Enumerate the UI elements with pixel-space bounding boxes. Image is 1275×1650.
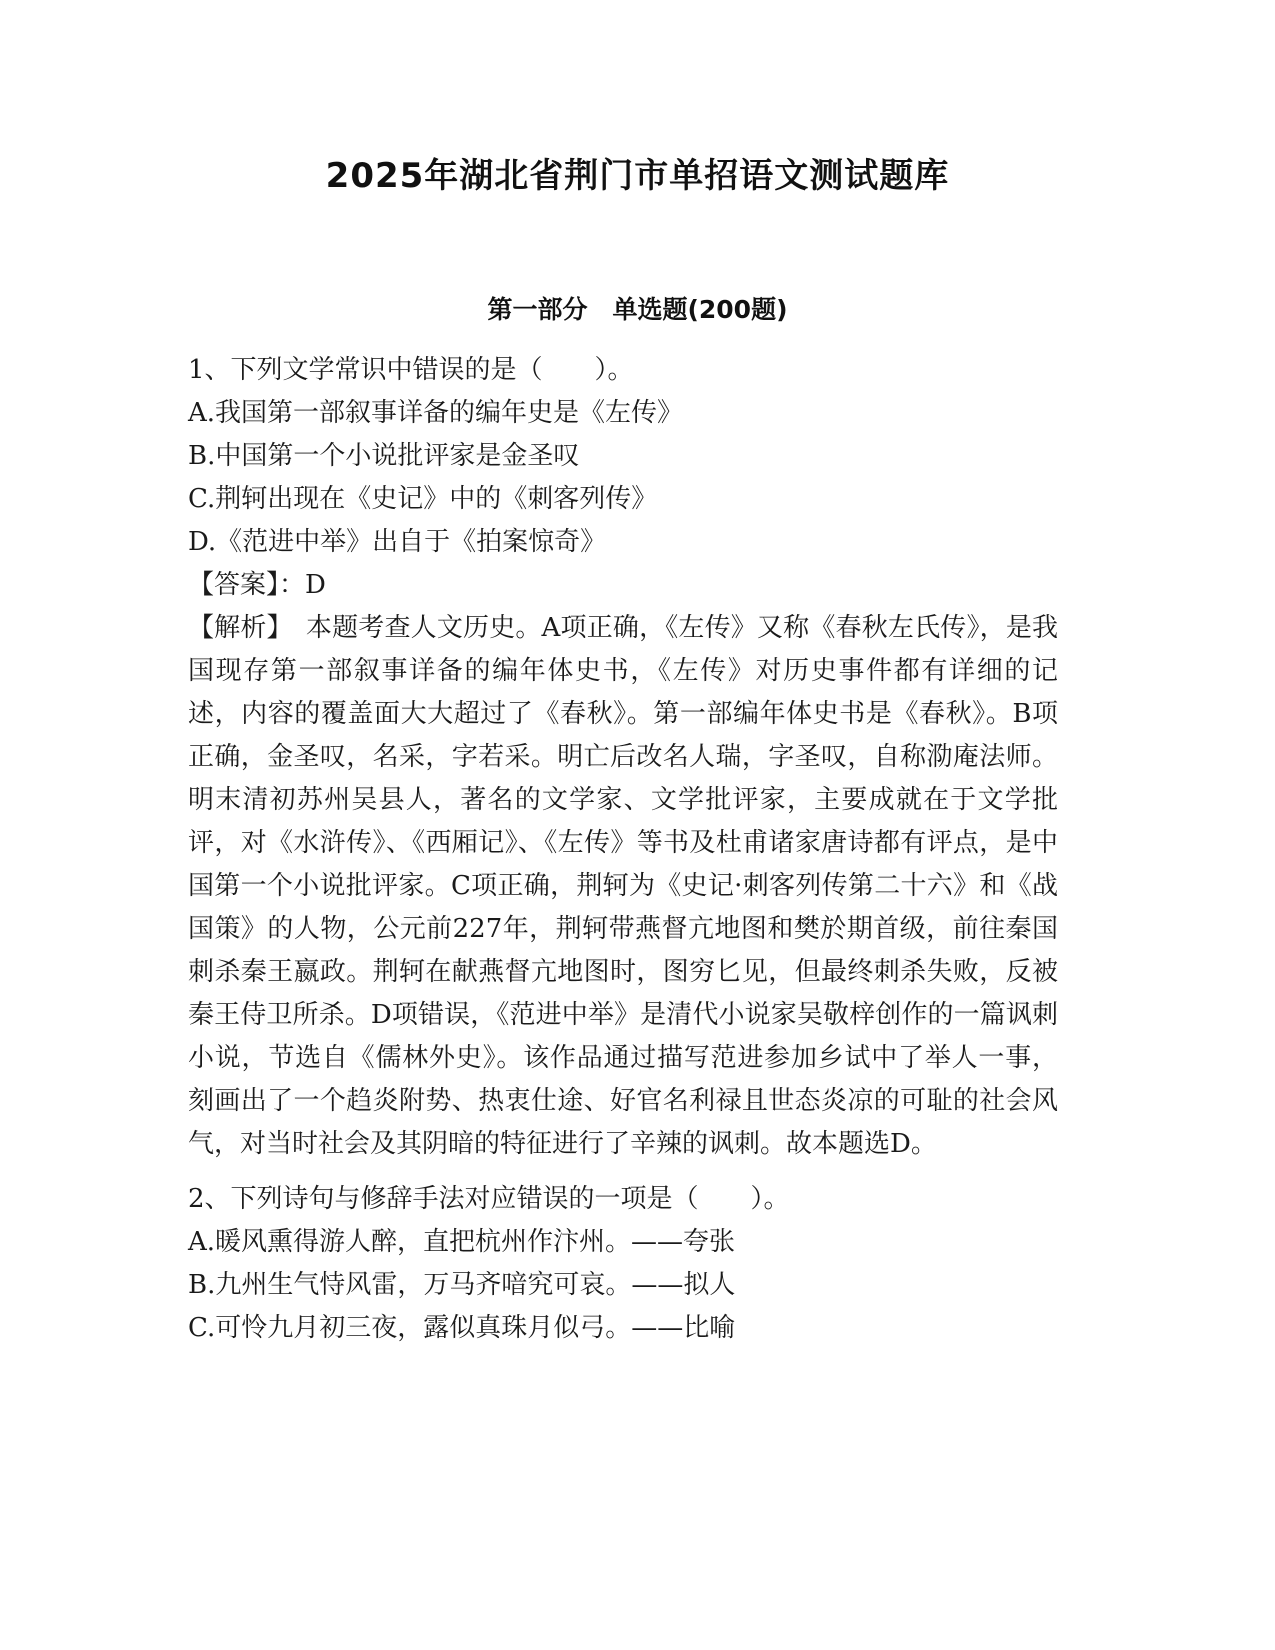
- question-stem: 1、下列文学常识中错误的是（ ）。: [188, 355, 634, 385]
- analysis: 【解析】 本题考查人文历史。A项正确，《左传》又称《春秋左氏传》，是我国现存第一部叙事详备的编年体史书，《左传》对历史事件都有详细的记述，内容的覆盖面大大超过了《春秋》。第一部编年体史书是《春秋》。B项正确，金圣叹，名采，字若采。明亡后改名人瑞，字圣叹，自称泐庵法师。明末清初苏州吴县人，著名的文学家、文学批评家，主要成就在于文学批评，对《水浒传》、《西厢记》、《左传》等书及杜甫诸家唐诗都有评点，是中国第一个小说批评家。C项正确，荆轲为《史记·刺客列传第二十六》和《战国策》的人物，公元前227年，荆轲带燕督亢地图和樊於期首级，前往秦国刺杀秦王嬴政。荆轲在献燕督亢地图时，图穷匕见，但最终刺杀失败，反被秦王侍卫所杀。D项错误，《范进中举》是清代小说家吴敬梓创作的一篇讽刺小说，节选自《儒林外史》。该作品通过描写范进参加乡试中了举人一事，刻画出了一个趋炎附势、热衷仕途、好官名利禄且世态炎凉的可耻的社会风气，对当时社会及其阴暗的特征进行了辛辣的讽刺。故本题选D。: [188, 613, 1058, 1159]
- option-a: A.我国第一部叙事详备的编年史是《左传》: [188, 398, 684, 428]
- document-title: 2025年湖北省荆门市单招语文测试题库: [325, 156, 950, 196]
- question-list: [188, 349, 1078, 1350]
- option-d: D.《范进中举》出自于《拍案惊奇》: [188, 527, 607, 557]
- question-stem: 2、下列诗句与修辞手法对应错误的一项是（ ）。: [188, 1184, 790, 1214]
- question-gap: [188, 1166, 1078, 1178]
- question-2: [188, 1178, 1078, 1350]
- option-c: C.可怜九月初三夜，露似真珠月似弓。——比喻: [188, 1313, 736, 1343]
- option-a: A.暖风熏得游人醉，直把杭州作汴州。——夸张: [188, 1227, 736, 1257]
- option-c: C.荆轲出现在《史记》中的《刺客列传》: [188, 484, 658, 514]
- option-b: B.中国第一个小说批评家是金圣叹: [188, 441, 580, 471]
- question-1: [188, 349, 1078, 1166]
- option-b: B.九州生气恃风雷，万马齐喑究可哀。——拟人: [188, 1270, 736, 1300]
- section-title: 第一部分 单选题(200题): [487, 295, 788, 324]
- answer: 【答案】：D: [188, 570, 326, 600]
